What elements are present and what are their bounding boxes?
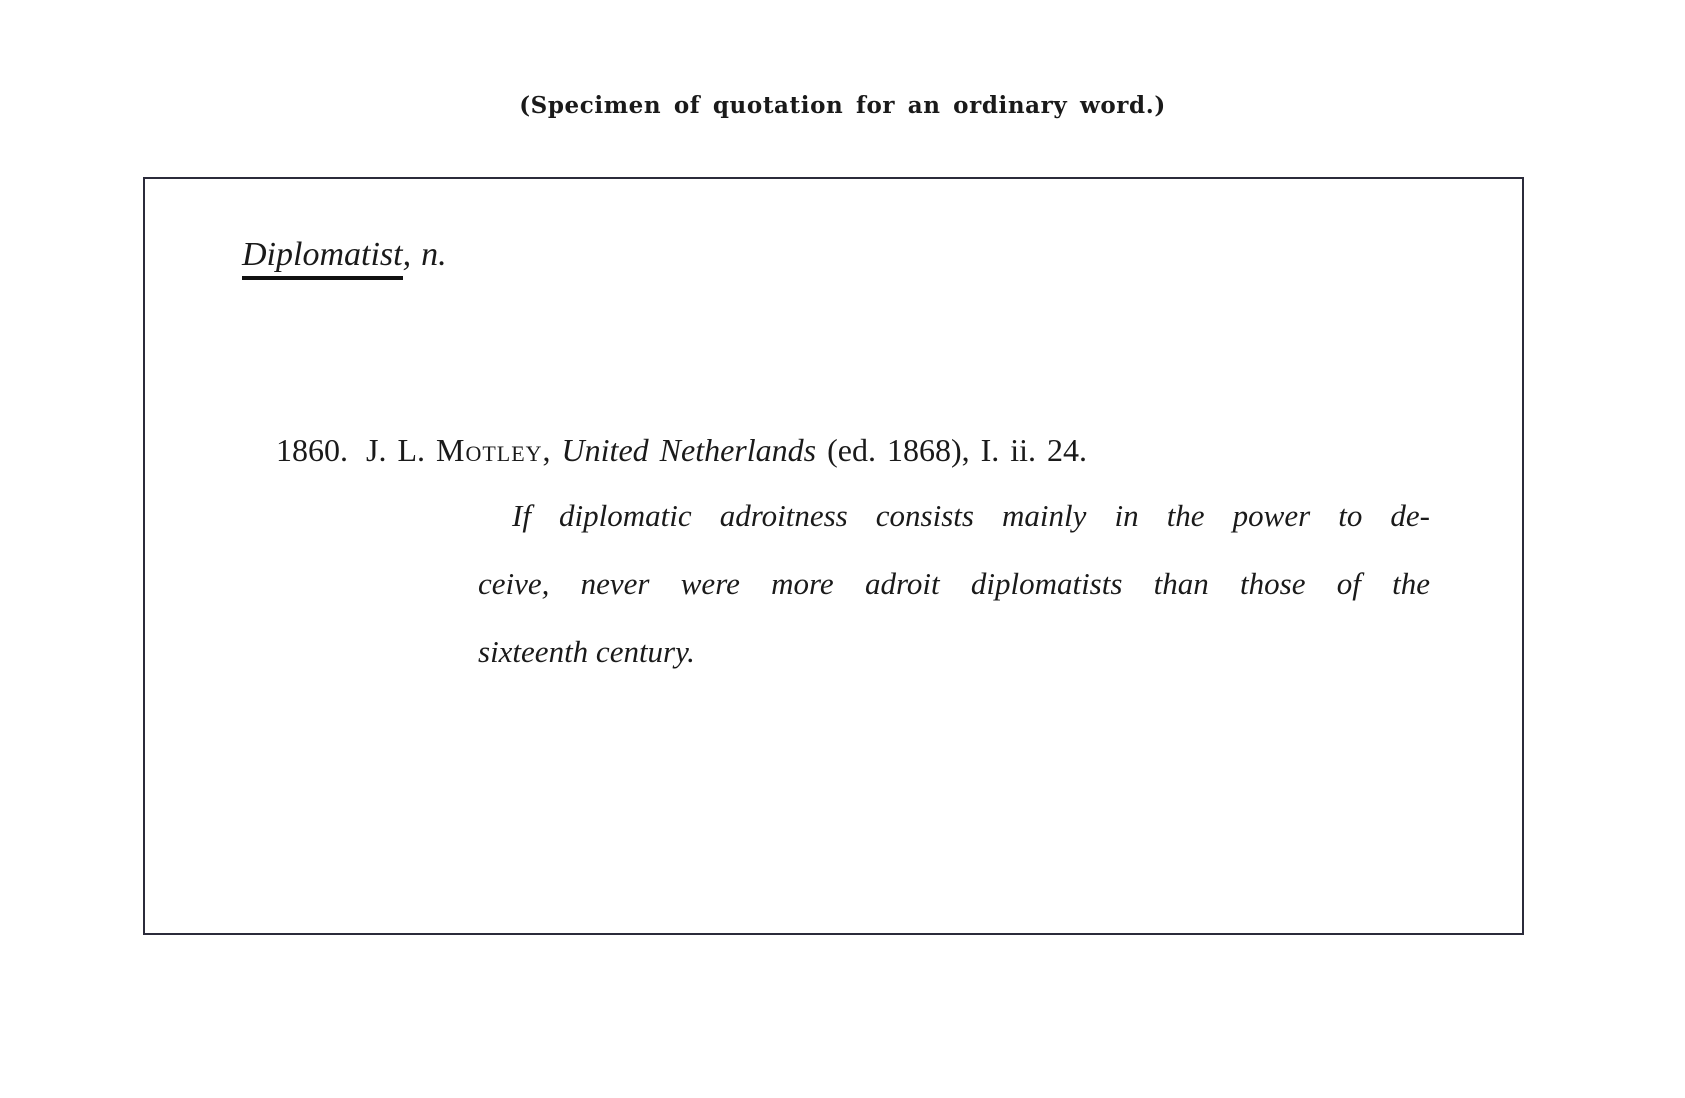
citation-edition: (ed. 1868), I. ii. 24. [827, 432, 1088, 468]
part-of-speech: n. [421, 236, 447, 273]
quotation-line: ceive, never were more adroit diplomatists than those of the [478, 566, 1430, 601]
headword-line [242, 235, 447, 280]
quotation-text [478, 498, 1430, 702]
citation-author: Motley [436, 432, 543, 468]
citation-initials: J. L. [366, 432, 425, 468]
headword: Diplomatist [242, 235, 403, 280]
quotation-line: sixteenth century. [478, 634, 695, 669]
quotation-line: If diplomatic adroitness consists mainly in the power to de- [512, 498, 1430, 533]
headword-separator: , [402, 236, 412, 273]
citation-work: United Netherlands [561, 432, 817, 468]
specimen-caption: (Specimen of quotation for an ordinary word.) [519, 92, 1166, 119]
citation-line: 1860. J. L. Motley, United Netherlands (ed. 1868), I. ii. 24. [276, 432, 1088, 468]
citation-year: 1860. [276, 432, 348, 468]
